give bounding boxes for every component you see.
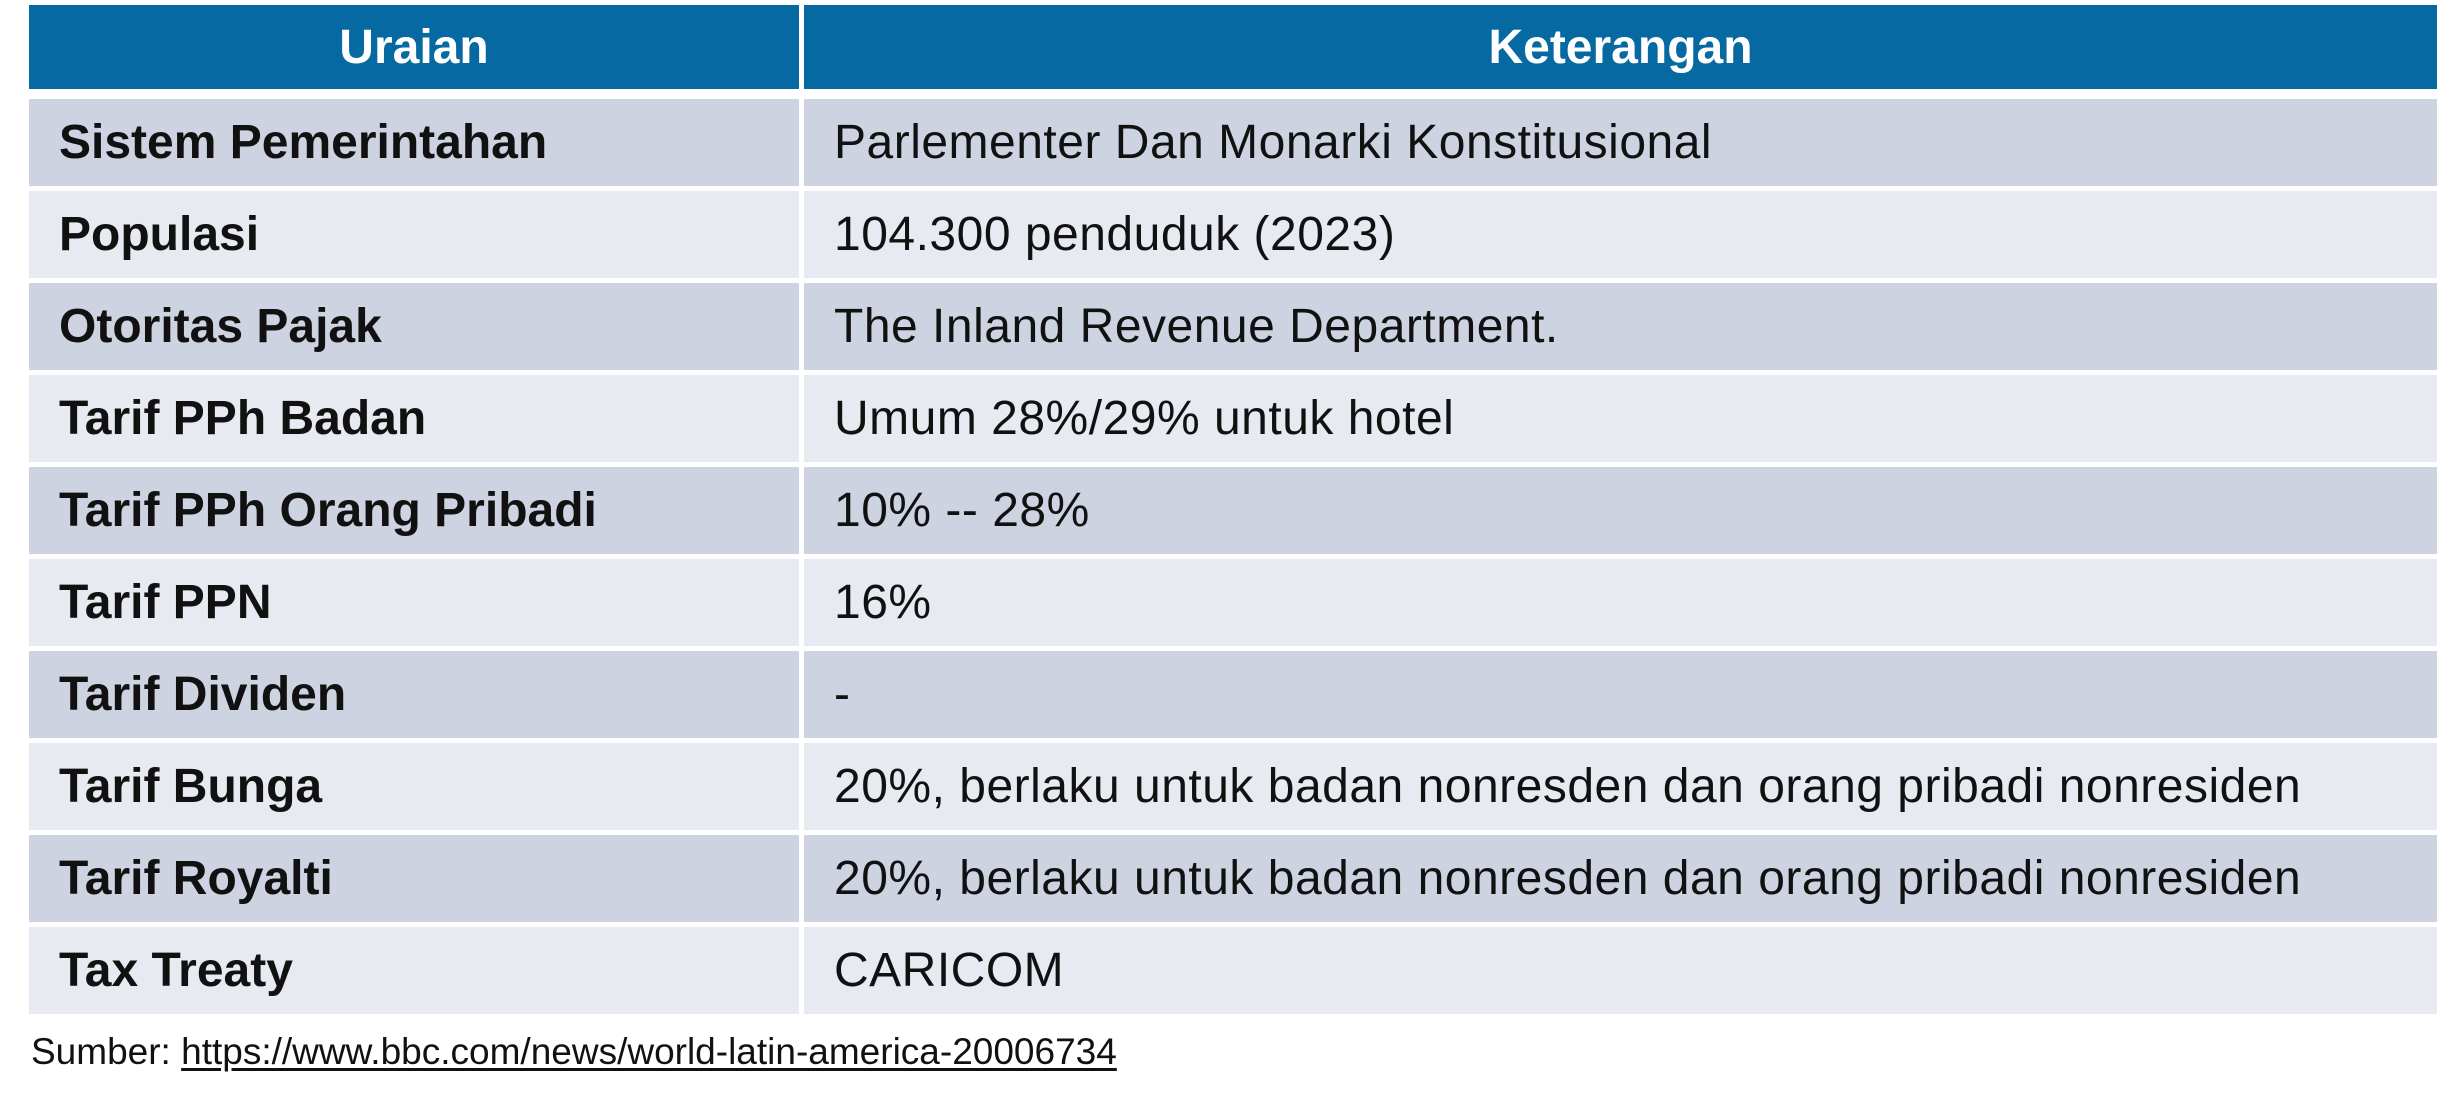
info-table-container [29, 5, 2437, 1014]
row-value: 16% [804, 559, 2437, 651]
table-row [29, 191, 2437, 283]
row-value: Parlementer Dan Monarki Konstitusional [804, 99, 2437, 191]
header-uraian: Uraian [29, 5, 804, 99]
table-row [29, 559, 2437, 651]
header-keterangan: Keterangan [804, 5, 2437, 99]
row-label: Otoritas Pajak [29, 283, 804, 375]
row-label: Tarif PPN [29, 559, 804, 651]
table-row [29, 467, 2437, 559]
row-label: Tarif Bunga [29, 743, 804, 835]
table-row [29, 743, 2437, 835]
row-label: Sistem Pemerintahan [29, 99, 804, 191]
country-tax-info-table [29, 5, 2437, 1014]
row-value: - [804, 651, 2437, 743]
row-label: Tarif PPh Badan [29, 375, 804, 467]
row-label: Populasi [29, 191, 804, 283]
row-label: Tax Treaty [29, 927, 804, 1014]
row-label: Tarif PPh Orang Pribadi [29, 467, 804, 559]
source-link[interactable]: https://www.bbc.com/news/world-latin-america-20006734 [181, 1031, 1117, 1072]
source-prefix: Sumber: [31, 1031, 182, 1072]
row-value: Umum 28%/29% untuk hotel [804, 375, 2437, 467]
table-row [29, 283, 2437, 375]
table-header-row [29, 5, 2437, 99]
row-value: The Inland Revenue Department. [804, 283, 2437, 375]
source-note [31, 1031, 1117, 1073]
row-value: 20%, berlaku untuk badan nonresden dan orang pribadi nonresiden [804, 743, 2437, 835]
table-row [29, 835, 2437, 927]
row-value: 20%, berlaku untuk badan nonresden dan orang pribadi nonresiden [804, 835, 2437, 927]
row-value: 10% -- 28% [804, 467, 2437, 559]
row-label: Tarif Dividen [29, 651, 804, 743]
table-row [29, 375, 2437, 467]
table-row [29, 651, 2437, 743]
table-row [29, 99, 2437, 191]
row-value: CARICOM [804, 927, 2437, 1014]
table-row [29, 927, 2437, 1014]
row-value: 104.300 penduduk (2023) [804, 191, 2437, 283]
row-label: Tarif Royalti [29, 835, 804, 927]
